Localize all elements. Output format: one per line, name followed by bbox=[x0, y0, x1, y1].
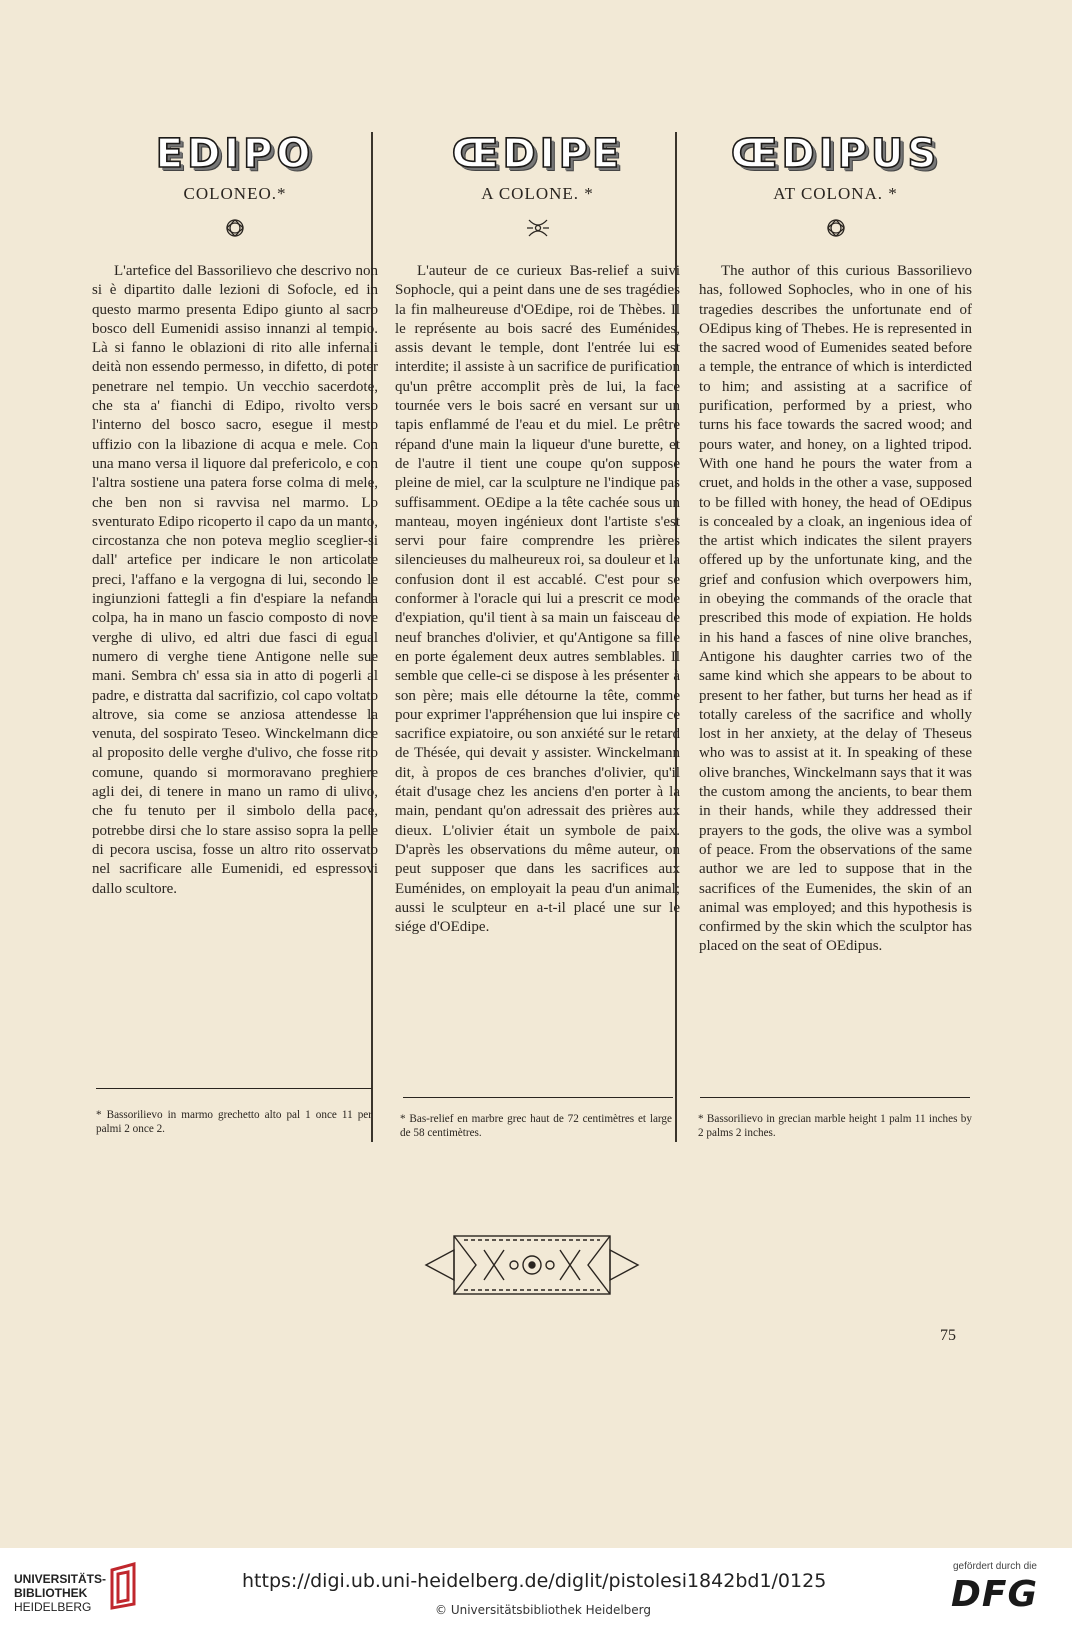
column-title: ŒDIPE bbox=[451, 131, 624, 177]
footnote-rule bbox=[700, 1097, 970, 1098]
footnote-english: * Bassorilievo in grecian marble height 1 palm 11 inches by 2 palms 2 inches. bbox=[698, 1113, 972, 1139]
tailpiece-ornament-icon bbox=[424, 1230, 640, 1300]
column-body-text: The author of this curious Bassorilievo has, followed Sophocles, who in one of his tragedies describes the unfortunate end of OEdipus king of Thebes. He is represented in the sacred wood of Eumenides seated before a temple, the entrance of which is interdicted to him; and assisting at a sacrifice of purification, performed by a priest, who turns his face towards the sacred wood; and pours water, and honey, on a lighted tripod. With one hand he pours the water from a cruet, and holds in the other a vase, supposed to be filled with honey, the head of OEdipus is concealed by a cloak, an ingenious idea of the artist which indicates the silent prayers offered up by the unfortunate king, and the grief and confusion which overpowers him, in obeying the commands of the oracle that prescribed this mode of expiation. He holds in his hand a fasces of nine olive branches, Antigone his daughter carries two of the same kind which she appears to be about to present to her father, but turns her head as if totally careless of the sacrifice and wholly lost in her anxiety, at the delay of Theseus who was to assist at it. In speaking of these olive branches, Winckelmann says that it was the custom among the ancients, to bear them in their hands, while they addressed their prayers to the gods, the olive was a symbol of peace. From the observations of the same author we are led to suppose that in the sacrifices of the Eumenides, the skin of an animal was employed; and this hypothesis is confirmed by the skin which the sculptor has placed on the seat of OEdipus. bbox=[699, 263, 972, 955]
column-title: EDIPO bbox=[155, 131, 315, 177]
column-subtitle: AT COLONA. * bbox=[773, 184, 898, 203]
library-logo-icon bbox=[104, 1560, 144, 1610]
page-number: 75 bbox=[940, 1327, 956, 1344]
english-column bbox=[699, 130, 972, 957]
french-column bbox=[395, 130, 680, 937]
column-subtitle: A COLONE. * bbox=[481, 184, 594, 203]
column-title: ŒDIPUS bbox=[730, 131, 941, 177]
column-body-text: L'artefice del Bassorilievo che descrivo non si è dipartito dalle lezioni di Sofocle, ed in questo marmo presenta Edipo giunto al sacro bosco dell Eumenidi assiso innanzi al tempio. Là si fanno le oblazioni di rito alle infernali deità non essendo permesso, in difetto, di poter penetrare nel tempio. Un vecchio sacerdote, che sta a' fianchi di Edipo, rivolto verso l'interno del bosco sacro, esegue il mesto uffizio con la libazione di acqua e mele. Con una mano versa il liquore dal prefericolo, e con l'altra sostiene una patera forse colma di mele, che ben non si ravvisa nel marmo. Lo sventurato Edipo ricoperto il capo da un manto, circostanza che non poteva meglio sceglier-si dall' artefice per indicare le non articolate preci, l'affano e la vergogna di lui, secondo le ingiunzioni fattegli a fin d'espiare la nefanda colpa, ha in mano un fascio composto di nove verghe di ulivo, ed altri due fasci di egual numero di verghe tiene Antigone nelle sue mani. Sembra ch' essa sia in atto di pogerli al padre, e distratta dal sacrifizio, col capo voltato altrove, sia come se anziosa attendesse la venuta, del sospirato Teseo. Winckelmann dice al proposito delle verghe d'ulivo, che fosse rito comune, quando si mormoravano preghiere agli dei, di tenere in mano un ramo di ulivo, che fu tenuto per il simbolo della pace, potrebbe dirsi che lo stare assiso sopra la pelle di pecora uscisa, fosse un altro rito osservato nel sacrificare alle Eumenidi, ed espressovi dallo scultore. bbox=[92, 263, 378, 897]
footnote-rule bbox=[96, 1088, 372, 1089]
footnote-rule bbox=[403, 1097, 673, 1098]
italian-column bbox=[92, 130, 378, 899]
footnote-italian: * Bassorilievo in marmo grechetto alto pal 1 once 11 per palmi 2 once 2. bbox=[96, 1109, 372, 1135]
permalink-url[interactable]: https://digi.ub.uni-heidelberg.de/diglit/pistolesi1842bd1/0125 bbox=[242, 1570, 827, 1592]
footnote-french: * Bas-relief en marbre grec haut de 72 centimètres et large de 58 centimètres. bbox=[400, 1113, 672, 1139]
funding-note: gefördert durch die bbox=[953, 1561, 1037, 1572]
column-subtitle: COLONEO.* bbox=[183, 184, 287, 203]
library-name: UNIVERSITÄTS- BIBLIOTHEK HEIDELBERG bbox=[14, 1572, 107, 1614]
copyright-notice: © Universitätsbibliothek Heidelberg bbox=[435, 1603, 652, 1617]
column-body-text: L'auteur de ce curieux Bas-relief a suivi Sophocle, qui a peint dans une de ses tragédies la fin malheureuse d'OEdipe, roi de Thèbes. Il le représente au bois sacré des Euménides, assis devant le temple, dont l'entrée lui est interdite; il assiste à un sacrifice de purification qu'un prêtre accomplit près de lui, la face tournée vers le bois sacré en versant sur un tapis enflammé de l'eau et du miel. Le prêtre répand d'une main la liqueur d'une burette, et de l'autre il tient une coupe qu'on suppose pleine de miel, car la sculpture ne l'indique pas suffisamment. OEdipe a la tête cachée sous un manteau, moyen ingénieux dont l'artiste s'est servi pour faire comprendre les prières silencieuses du malheureux roi, sa douleur et la confusion dont il est accablé. C'est pour se conformer à l'oracle qui lui a prescrit ce mode d'expiation, qu'il tient à sa main un faisceau de neuf branches d'olivier, et qu'Antigone sa fille en porte également deux autres semblables. Il semble que celle-ci se dispose à les présenter à son père; mais elle détourne la tête, comme pour exprimer l'appréhension que lui inspire ce sacrifice expiatoire, ou son anxiété sur le retard de Thésée, qui devait y assister. Winckelmann dit, à propos de ces branches d'olivier, qu'il était d'usage chez les anciens d'en porter à la main, pendant qu'on adressait des prières aux dieux. L'olivier était un symbole de paix. D'après les observations du même auteur, on peut supposer que dans les sacrifices aux Euménides, on employait la peau d'un animal; aussi le sculpteur en a-t-il placé une sur le siége d'OEdipe. bbox=[395, 263, 680, 936]
knot-ornament-icon bbox=[92, 216, 378, 244]
fleuron-ornament-icon bbox=[395, 216, 680, 244]
dfg-logo: DFG bbox=[951, 1574, 1039, 1615]
knot-ornament-icon bbox=[699, 216, 972, 244]
